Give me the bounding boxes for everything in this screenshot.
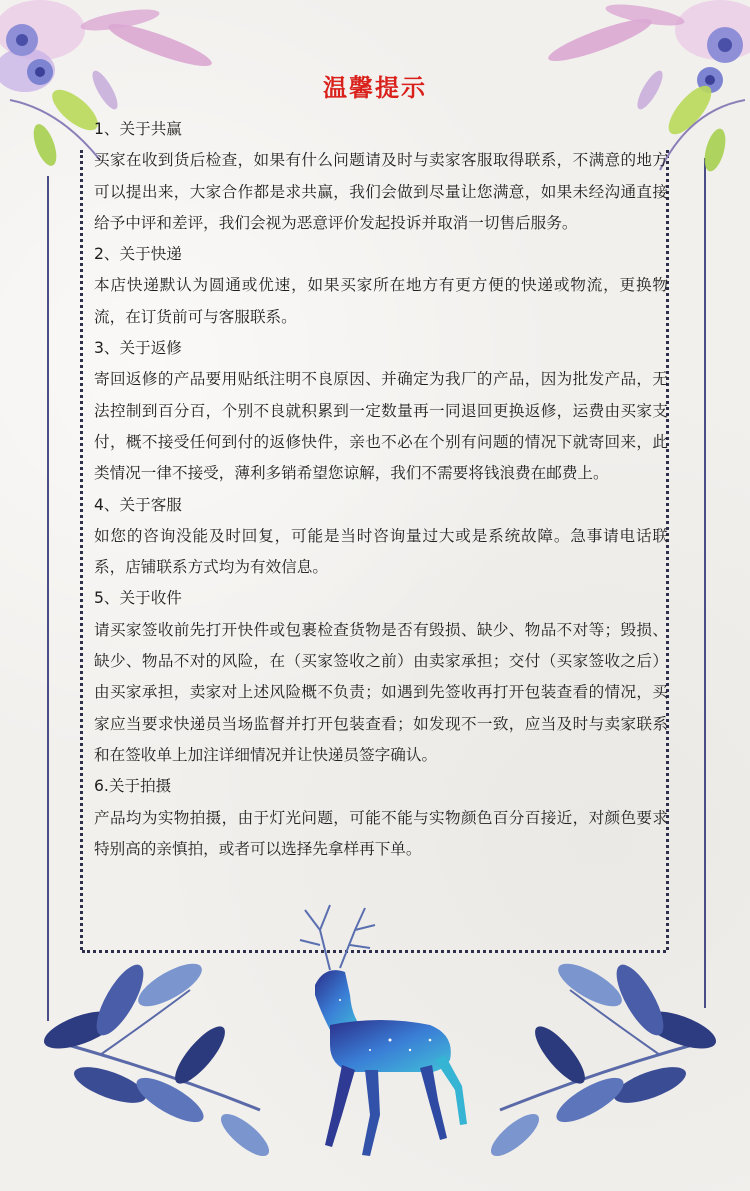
section-body: 产品均为实物拍摄，由于灯光问题，可能不能与实物颜色百分百接近，对颜色要求特别高的亲慎拍，或者可以选择先拿样再下单。 <box>94 808 668 858</box>
section-1 <box>94 114 668 239</box>
dotted-border-left <box>80 150 83 950</box>
section-heading: 4、关于客服 <box>94 495 182 514</box>
section-5 <box>94 583 668 771</box>
section-body: 本店快递默认为圆通或优速，如果买家所在地方有更方便的快递或物流，更换物流，在订货前可与客服联系。 <box>94 276 668 326</box>
frame-left-line <box>47 176 49 1021</box>
page-title: 温馨提示 <box>323 74 427 102</box>
section-heading: 6.关于拍摄 <box>94 777 172 796</box>
section-4 <box>94 490 668 584</box>
leaf-branch-bottom-left <box>40 960 290 1160</box>
section-3 <box>94 333 668 489</box>
section-6 <box>94 771 668 865</box>
section-body: 买家在收到货后检查，如果有什么问题请及时与卖家客服取得联系，不满意的地方可以提出来，大家合作都是求共赢，我们会做到尽量让您满意，如果未经沟通直接给予中评和差评，我们会视为恶意评价发起投诉并取消一切售后服务。 <box>94 151 668 232</box>
notice-content <box>94 114 668 865</box>
section-heading: 3、关于返修 <box>94 339 182 358</box>
section-body: 寄回返修的产品要用贴纸注明不良原因、并确定为我厂的产品，因为批发产品，无法控制到百分百，个别不良就积累到一定数量再一同退回更换返修，运费由买家支付，概不接受任何到付的返修快件，亲也不必在个别有问题的情况下就寄回来，此类情况一律不接受，薄利多销希望您谅解，我们不需要将钱浪费在邮费上。 <box>94 370 668 483</box>
galaxy-deer-illustration <box>270 900 470 1170</box>
section-heading: 1、关于共赢 <box>94 120 182 138</box>
section-2 <box>94 239 668 333</box>
frame-right-line <box>704 158 706 1008</box>
section-heading: 2、关于快递 <box>94 245 182 264</box>
section-heading: 5、关于收件 <box>94 589 182 608</box>
section-body: 请买家签收前先打开快件或包裹检查货物是否有毁损、缺少、物品不对等；毁损、缺少、物品不对的风险，在（买家签收之前）由卖家承担；交付（买家签收之后）由买家承担，卖家对上述风险概不负责；如遇到先签收再打开包装查看的情况，买家应当要求快递员当场监督并打开包装查看；如发现不一致，应当及时与卖家联系和在签收单上加注详细情况并让快递员签字确认。 <box>94 620 668 764</box>
leaf-branch-bottom-right <box>470 960 720 1160</box>
section-body: 如您的咨询没能及时回复，可能是当时咨询量过大或是系统故障。急事请电话联系，店铺联系方式均为有效信息。 <box>94 526 668 577</box>
